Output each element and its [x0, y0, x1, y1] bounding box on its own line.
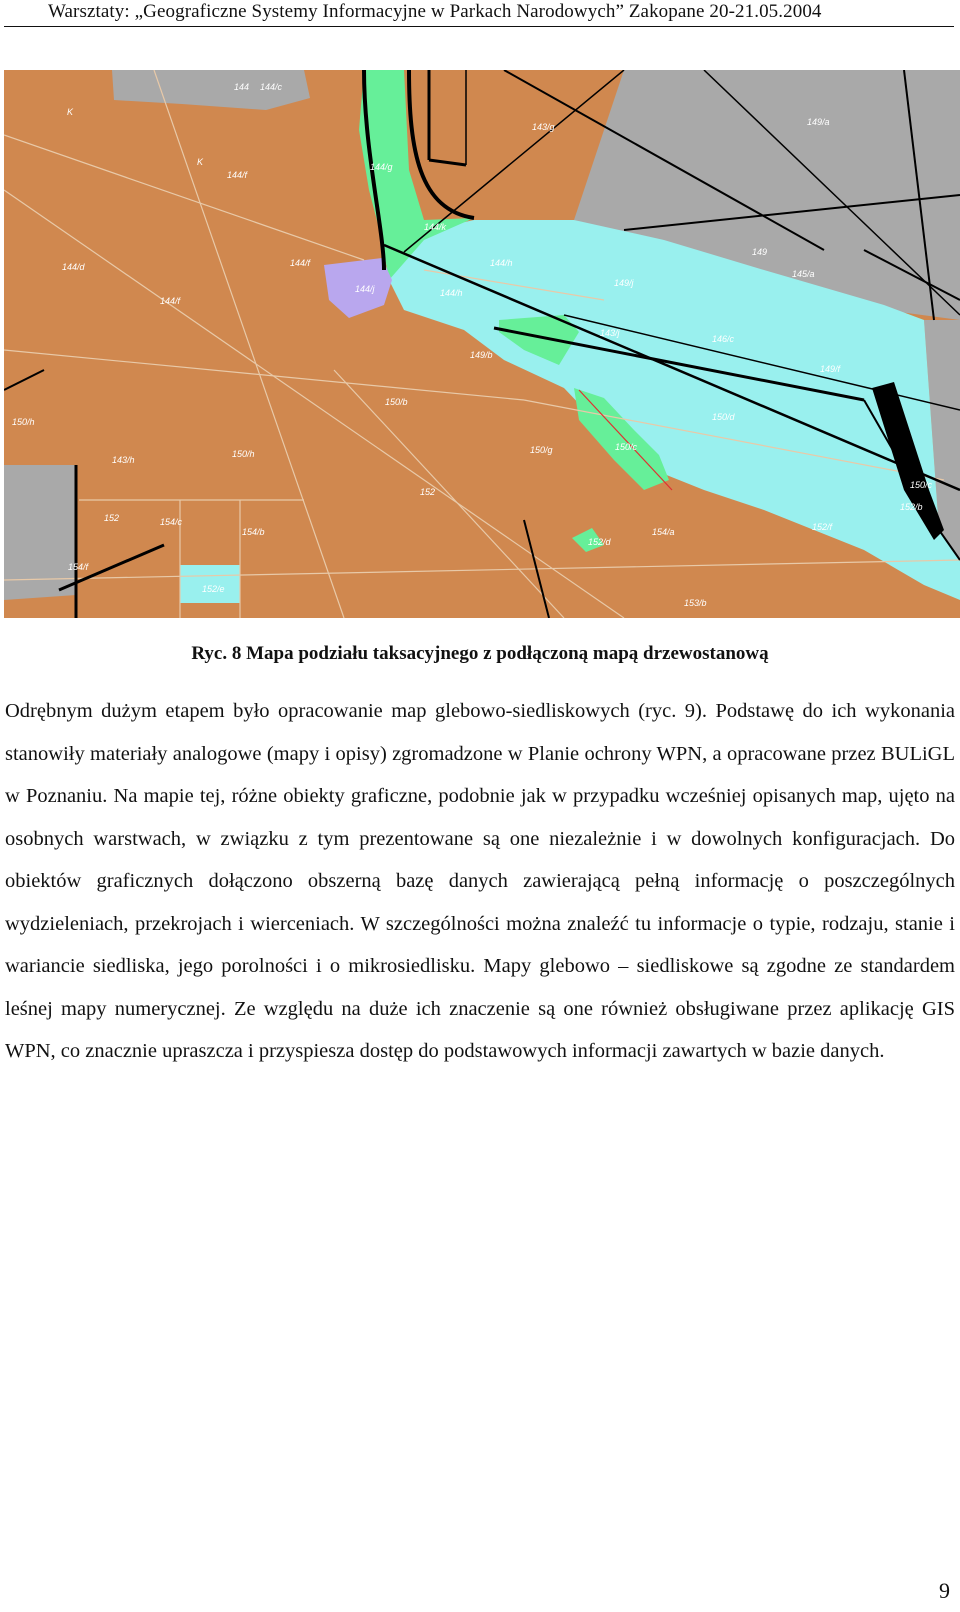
parcel-label: 144	[234, 82, 250, 92]
parcel-label: 144/c	[260, 82, 283, 92]
figure-caption: Ryc. 8 Mapa podziału taksacyjnego z podłączoną mapą drzewostanową	[191, 643, 769, 664]
parcel-label: 154/f	[68, 562, 89, 572]
parcel-label: 154/c	[160, 517, 183, 527]
parcel-label: 143/h	[112, 455, 135, 465]
parcel-label: 149/j	[614, 278, 634, 288]
parcel-label: 149/b	[470, 350, 493, 360]
parcel-label: 153/b	[684, 598, 707, 608]
parcel-label: 144/h	[490, 258, 513, 268]
parcel-label: K	[67, 107, 74, 117]
parcel-label: 143/g	[532, 122, 555, 132]
parcel-label: 150/c	[910, 480, 933, 490]
forest-division-map	[4, 70, 960, 618]
parcel-label: 146/c	[712, 334, 735, 344]
header-rule	[4, 26, 954, 27]
header-title: Warsztaty: „Geograficzne Systemy Informacyjne w Parkach Narodowych” Zakopane 20-21.05.2004	[48, 1, 822, 22]
parcel-label: 144/g	[370, 162, 393, 172]
parcel-label: 145/a	[792, 269, 815, 279]
parcel-label: 149/f	[820, 364, 841, 374]
parcel-label: 144/f	[160, 296, 181, 306]
parcel-label: 150/g	[530, 445, 553, 455]
parcel-label: 143/j	[600, 328, 620, 338]
page-header	[0, 0, 960, 28]
parcel-label: 150/h	[12, 417, 35, 427]
page-number: 9	[939, 1578, 950, 1603]
parcel-label: 144/f	[290, 258, 311, 268]
parcel-label: 150/h	[232, 449, 255, 459]
parcel-label: 150/b	[385, 397, 408, 407]
parcel-label: 154/b	[242, 527, 265, 537]
body-paragraph: Odrębnym dużym etapem było opracowanie map glebowo-siedliskowych (ryc. 9). Podstawę do ich wykonania stanowiły materiały analogowe (mapy i opisy) zgromadzone w Planie ochrony WPN, a opracowane przez BULiGL w Poznaniu. Na mapie tej, różne obiekty graficzne, podobnie jak w przypadku wcześniej opisanych map, ujęto na osobnych warstwach, w związku z tym prezentowane są one niezależnie i w dowolnych konfiguracjach. Do obiektów graficznych dołączono obszerną bazę danych zawierającą pełną informację o poszczególnych wydzieleniach, przekrojach i wierceniach. W szczególności można znaleźć tu informacje o typie, rodzaju, stanie i wariancie siedliska, jego porolności i o mikrosiedlisku. Mapy glebowo – siedliskowe są zgodne ze standardem leśnej mapy numerycznej. Ze względu na duże ich znaczenie są one również obsługiwane przez aplikację GIS WPN, co znacznie upraszcza i przyspiesza dostęp do podstawowych informacji zawartych w bazie danych.	[5, 700, 955, 1062]
parcel-label: 152/b	[900, 502, 923, 512]
parcel-label: 144/k	[424, 222, 447, 232]
parcel-label: 152	[104, 513, 120, 523]
parcel-label: K	[197, 157, 204, 167]
parcel-label: 150/d	[712, 412, 735, 422]
parcel-label: 144/j	[355, 284, 375, 294]
parcel-labels	[12, 82, 933, 608]
parcel-label: 150/c	[615, 442, 638, 452]
map-label-layer	[4, 70, 960, 618]
parcel-label: 149/a	[807, 117, 830, 127]
parcel-label: 154/a	[652, 527, 675, 537]
parcel-label: 152/d	[588, 537, 611, 547]
parcel-label: 152/f	[812, 522, 833, 532]
parcel-label: 152/e	[202, 584, 225, 594]
parcel-label: 152	[420, 487, 436, 497]
parcel-label: 149	[752, 247, 768, 257]
parcel-label: 144/f	[227, 170, 248, 180]
parcel-label: 144/h	[440, 288, 463, 298]
parcel-label: 144/d	[62, 262, 85, 272]
